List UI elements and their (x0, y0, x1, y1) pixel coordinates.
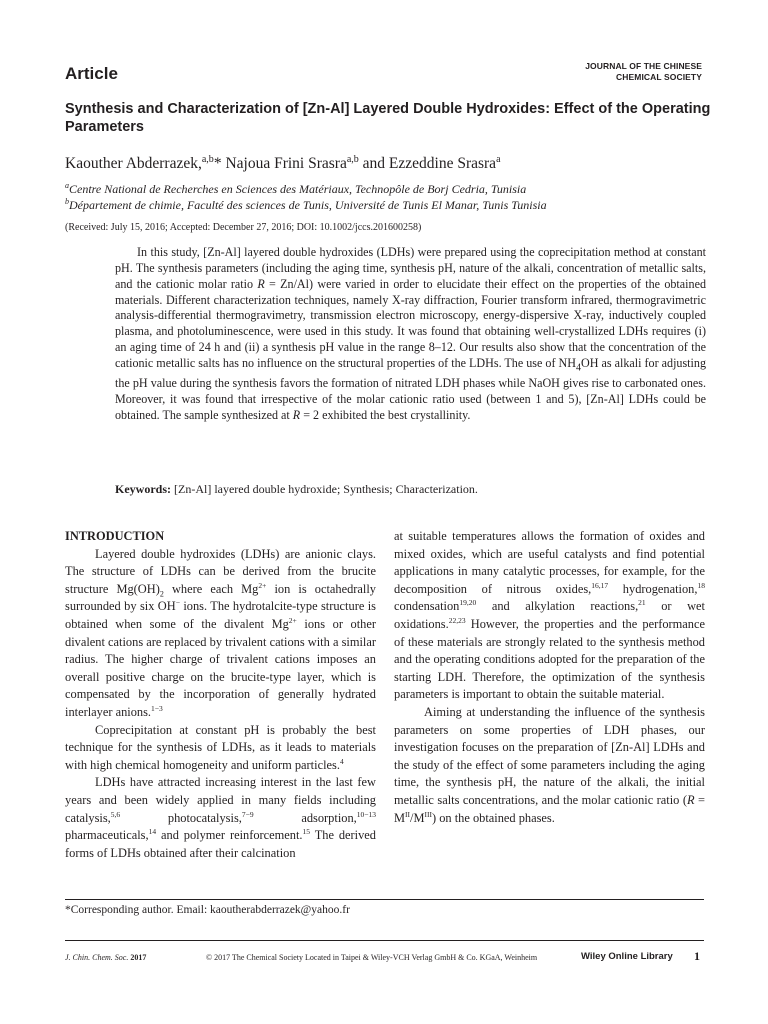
keywords-text: [Zn-Al] layered double hydroxide; Synthesis; Characterization. (174, 482, 478, 496)
body-column-left (65, 528, 376, 862)
footnote-rule (65, 899, 704, 900)
abstract-text: = Zn/Al) were varied in order to elucidate their effect on the properties of the obtained materials. Different characterization techniques, namely X-ray diffraction, Fourier transform infrared, thermogravimetric analysis-differential thermogravimetry, transmission electron microscopy, energy-dispersive X-ray, inductively coupled plasma, and photoluminescence, were used in this study. It was found that obtaining well-crystallized LDHs requires (i) an aging time of 24 h and (ii) a synthesis pH value in the range 8–12. Our results also show that the concentration of the cationic metallic salts has no influence on the structural properties of the LDHs. The use of NH (115, 276, 706, 370)
ratio-symbol: R (292, 407, 301, 422)
author-name: Kaouther Abderrazek, (65, 155, 202, 173)
journal-name (532, 61, 702, 83)
affiliation-text: Département de chimie, Faculté des sciences de Tunis, Université de Tunis El Manar, Tunis Tunisia (69, 198, 547, 212)
split-text: The derived forms of LDHs obtained after their calcination (65, 828, 376, 860)
page-number: 1 (694, 949, 700, 963)
footer-citation (65, 953, 146, 962)
author-affiliation-mark: a,b (346, 154, 359, 165)
ratio-symbol: R (257, 276, 265, 291)
author-affiliation-mark: a,b (201, 154, 214, 165)
body-paragraph: Layered double hydroxides (LDHs) are anionic clays. The structure of LDHs can be derived from the brucite structure $Mg(OH)_2$ where each $Mg^{2+}$ ion is octahedrally surrounded by six OH− ions. The hydrotalcite-type structure is obtained when some of the divalent $Mg^{2+}$ ions or other divalent cations are replaced by trivalent cations with a similar radius. The higher charge of trivalent cations imposes an overall positive charge on the brucite-type layer, which is compensated by the incorporation of generally hydrated interlayer anions.$^{1-3}$ (65, 546, 376, 719)
affiliation-key: a (65, 181, 69, 190)
section-heading: INTRODUCTION (65, 529, 165, 543)
abstract-text: OH as alkali for adjusting the pH value during the synthesis favors the formation of nitrated LDH phases while NaOH gives rise to carbonated ones. Moreover, it was found that irrespective of the molar cationic ratio used (between 1 and 5), [Zn-Al] LDHs could be obtained. The sample synthesized at (115, 355, 706, 422)
body-column-right (394, 528, 705, 827)
subscript: 4 (575, 362, 582, 374)
keywords (115, 482, 478, 497)
body-paragraph: Coprecipitation at constant pH is probably the best technique for the synthesis of LDHs, as it leads to materials with high chemical homogeneity and uniform particles.$^4$ (65, 722, 376, 772)
footer-year: 2017 (130, 953, 147, 962)
article-type-label: Article (65, 64, 118, 83)
author-name: and Ezzeddine Srasra (362, 155, 497, 173)
author-list (65, 154, 501, 173)
corresponding-mark: * (213, 155, 222, 173)
body-paragraph-split: LDHs have attracted increasing interest in the last few years and been widely applied in many fields including catalysis,$^{5,6}$ photocatalysis,$^{7-9}$ adsorption,$^{10-13}$ pharmaceuticals,$^{14}$ and polymer reinforcement.$^{15}$ The derived forms of LDHs obtained after their calcination (65, 775, 376, 860)
author-name: Najoua Frini Srasra (225, 155, 347, 173)
body-paragraph: Aiming at understanding the influence of the synthesis parameters on some properties of LDH phases, our investigation focuses on the preparation of [Zn-Al] LDHs and the study of the effect of some parameters including the aging time, the synthesis pH, the nature of the alkali, the initial metallic salts concentrations, and the molar cationic ratio $(R = M^{II}/M^{III})$ on the obtained phases. (394, 704, 705, 825)
journal-name-line2: CHEMICAL SOCIETY (616, 72, 702, 82)
abstract-paragraph (115, 245, 706, 424)
affiliation-text: Centre National de Recherches en Sciences des Matériaux, Technopôle de Borj Cedria, Tunisia (69, 182, 527, 196)
continued-text: at suitable temperatures allows the formation of oxides and mixed oxides, which are useful catalysts and find potential applications in many catalytic processes, for example, for the decomposition of nitrous oxides, (394, 529, 705, 596)
footer-rule (65, 940, 704, 941)
author-affiliation-mark: a (496, 154, 501, 165)
citation: 1−3 (151, 703, 163, 713)
abstract (115, 245, 706, 424)
footer-copyright: © 2017 The Chemical Society Located in Taipei & Wiley-VCH Verlag GmbH & Co. KGaA, Weinheim (206, 953, 538, 962)
wiley-online-library-link[interactable]: Wiley Online Library (581, 951, 673, 962)
keywords-label: Keywords: (115, 482, 171, 496)
footer-journal-abbrev: J. Chin. Chem. Soc. (65, 953, 129, 962)
affiliation-b (65, 197, 547, 213)
journal-name-line1: JOURNAL OF THE CHINESE (585, 61, 702, 71)
corresponding-author: *Corresponding author. Email: kaoutherabderrazek@yahoo.fr (65, 904, 350, 916)
body-paragraph-continued: at suitable temperatures allows the formation of oxides and mixed oxides, which are useful catalysts and find potential applications in many catalytic processes, for example, for the decomposition of nitrous oxides,$^{16,17}$ hydrogenation,$^{18}$ condensation$^{19,20}$ and alkylation reactions,$^{21}$ or wet oxidations.$^{22,23}$ However, the properties and the performance of these materials are strongly related to the synthesis method and the operating conditions adopted for the preparation of the starting LDH. Therefore, the optimization of the synthesis parameters is important to obtain the suitable material. (394, 529, 705, 702)
abstract-text: = 2 exhibited the best crystallinity. (300, 407, 471, 422)
affiliation-a (65, 181, 526, 197)
citation: 4 (339, 756, 344, 766)
abstract-text: In this study, [Zn-Al] layered double hydroxides (LDHs) were prepared using the coprecipitation method at constant pH. The synthesis parameters (including the aging time, synthesis pH, nature of the alkali, concentration of metallic salts, and the cationic molar ratio (115, 245, 706, 291)
affiliation-key: b (65, 197, 69, 206)
paper-title: Synthesis and Characterization of [Zn-Al] Layered Double Hydroxides: Effect of the Operating Parameters (65, 101, 711, 135)
received-dates: (Received: July 15, 2016; Accepted: December 27, 2016; DOI: 10.1002/jccs.201600258) (65, 222, 422, 233)
